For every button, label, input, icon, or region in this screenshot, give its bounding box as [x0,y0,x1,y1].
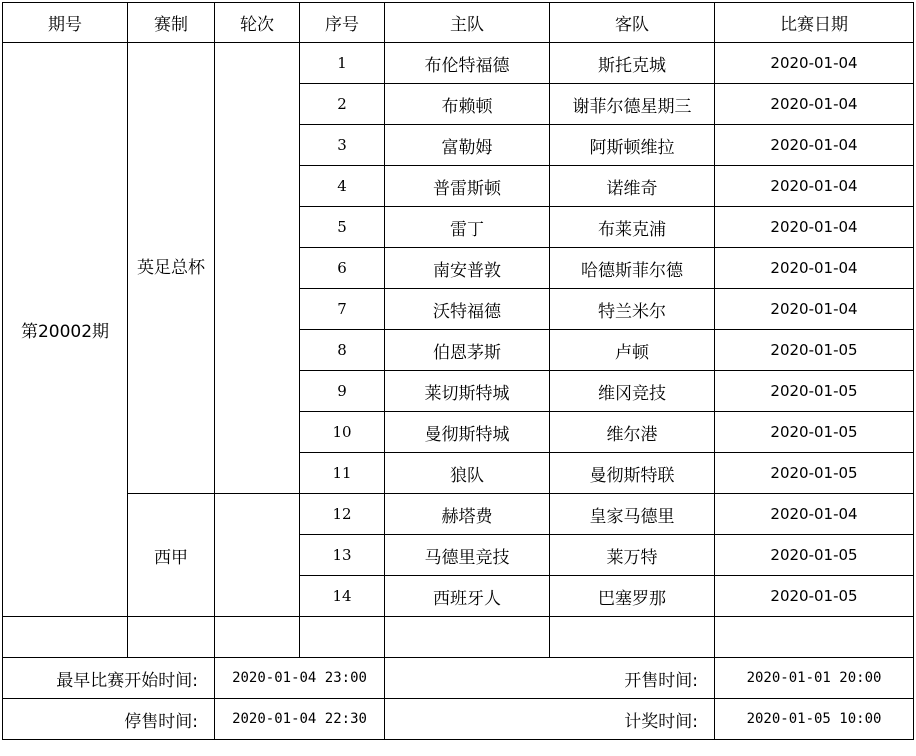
away-team-cell: 曼彻斯特联 [550,453,715,494]
seq-cell: 1 [300,43,385,84]
home-team-cell: 雷丁 [385,207,550,248]
match-date-cell: 2020-01-04 [715,43,914,84]
header-row [3,3,914,43]
sale-start-label: 开售时间: [385,658,715,699]
match-date-cell: 2020-01-05 [715,453,914,494]
header-round: 轮次 [215,3,300,43]
home-team-cell: 南安普敦 [385,248,550,289]
seq-cell: 5 [300,207,385,248]
round-cell [215,43,300,494]
seq-cell: 4 [300,166,385,207]
match-date-cell: 2020-01-04 [715,494,914,535]
match-date-cell: 2020-01-05 [715,371,914,412]
seq-cell: 12 [300,494,385,535]
header-date: 比赛日期 [715,3,914,43]
match-date-cell: 2020-01-04 [715,166,914,207]
schedule-table [2,2,914,740]
header-home: 主队 [385,3,550,43]
away-team-cell: 布莱克浦 [550,207,715,248]
table-row [3,494,914,535]
group-name-cell: 西甲 [128,494,215,617]
match-date-cell: 2020-01-04 [715,84,914,125]
match-date-cell: 2020-01-05 [715,412,914,453]
away-team-cell: 卢顿 [550,330,715,371]
payout-time-value: 2020-01-05 10:00 [715,699,914,740]
header-seq: 序号 [300,3,385,43]
header-issue: 期号 [3,3,128,43]
away-team-cell: 皇家马德里 [550,494,715,535]
away-team-cell: 巴塞罗那 [550,576,715,617]
header-away: 客队 [550,3,715,43]
sale-stop-value: 2020-01-04 22:30 [215,699,385,740]
payout-time-label: 计奖时间: [385,699,715,740]
footer-row-earliest [3,658,914,699]
sale-stop-label: 停售时间: [3,699,215,740]
seq-cell: 7 [300,289,385,330]
away-team-cell: 哈德斯菲尔德 [550,248,715,289]
match-date-cell: 2020-01-04 [715,207,914,248]
spacer-cell [215,617,300,658]
home-team-cell: 沃特福德 [385,289,550,330]
match-date-cell: 2020-01-05 [715,535,914,576]
seq-cell: 8 [300,330,385,371]
home-team-cell: 西班牙人 [385,576,550,617]
match-date-cell: 2020-01-04 [715,248,914,289]
spacer-cell [128,617,215,658]
seq-cell: 3 [300,125,385,166]
seq-cell: 6 [300,248,385,289]
round-cell [215,494,300,617]
earliest-start-value: 2020-01-04 23:00 [215,658,385,699]
home-team-cell: 马德里竞技 [385,535,550,576]
away-team-cell: 诺维奇 [550,166,715,207]
seq-cell: 11 [300,453,385,494]
match-date-cell: 2020-01-05 [715,576,914,617]
away-team-cell: 特兰米尔 [550,289,715,330]
spacer-cell [385,617,550,658]
table-row [3,43,914,84]
spacer-cell [3,617,128,658]
header-format: 赛制 [128,3,215,43]
away-team-cell: 阿斯顿维拉 [550,125,715,166]
away-team-cell: 莱万特 [550,535,715,576]
home-team-cell: 布伦特福德 [385,43,550,84]
seq-cell: 9 [300,371,385,412]
group-name-cell: 英足总杯 [128,43,215,494]
away-team-cell: 维尔港 [550,412,715,453]
issue-cell: 第20002期 [3,43,128,617]
sale-start-value: 2020-01-01 20:00 [715,658,914,699]
seq-cell: 10 [300,412,385,453]
home-team-cell: 伯恩茅斯 [385,330,550,371]
spacer-cell [715,617,914,658]
home-team-cell: 富勒姆 [385,125,550,166]
away-team-cell: 斯托克城 [550,43,715,84]
seq-cell: 14 [300,576,385,617]
home-team-cell: 布赖顿 [385,84,550,125]
match-date-cell: 2020-01-04 [715,125,914,166]
spacer-cell [300,617,385,658]
match-date-cell: 2020-01-04 [715,289,914,330]
away-team-cell: 维冈竞技 [550,371,715,412]
match-date-cell: 2020-01-05 [715,330,914,371]
home-team-cell: 狼队 [385,453,550,494]
home-team-cell: 莱切斯特城 [385,371,550,412]
home-team-cell: 赫塔费 [385,494,550,535]
seq-cell: 2 [300,84,385,125]
seq-cell: 13 [300,535,385,576]
spacer-row [3,617,914,658]
away-team-cell: 谢菲尔德星期三 [550,84,715,125]
earliest-start-label: 最早比赛开始时间: [3,658,215,699]
home-team-cell: 曼彻斯特城 [385,412,550,453]
spacer-cell [550,617,715,658]
home-team-cell: 普雷斯顿 [385,166,550,207]
footer-row-stop [3,699,914,740]
